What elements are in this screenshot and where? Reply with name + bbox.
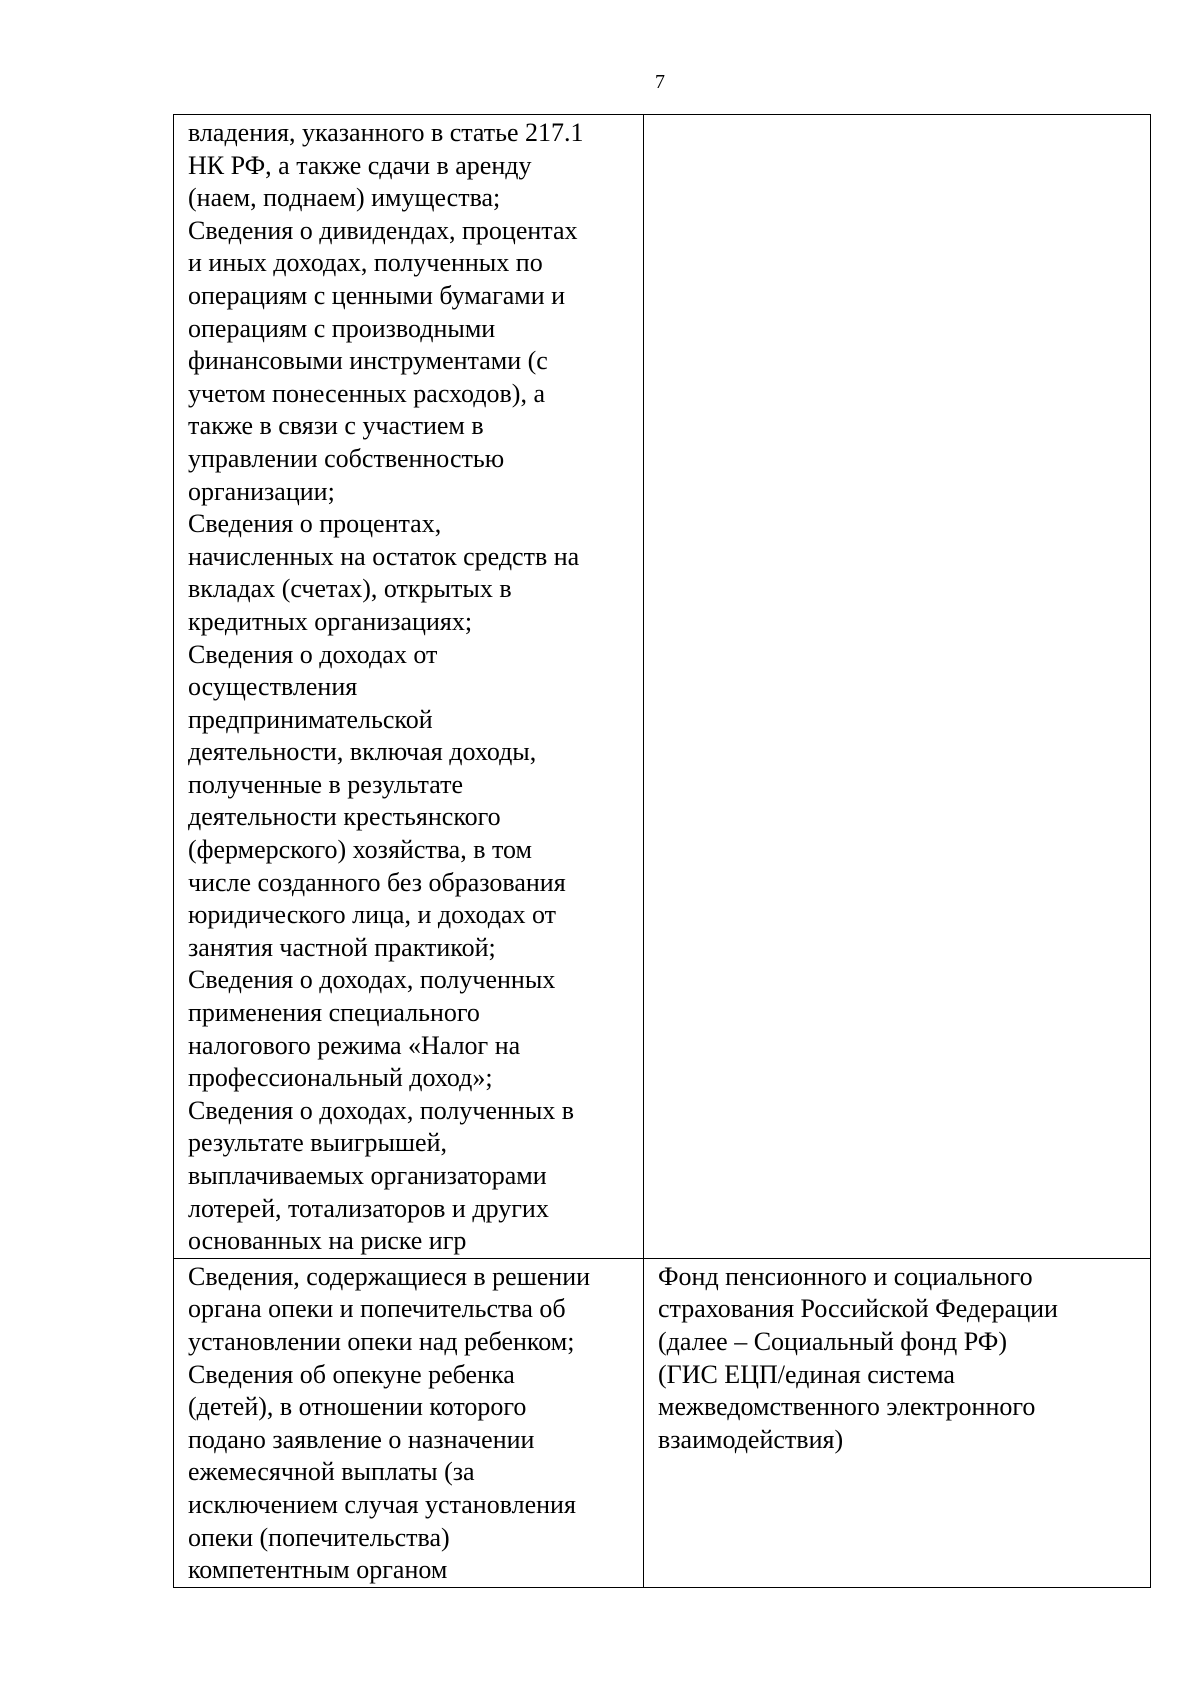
cell-text-line: деятельности, включая доходы, [188, 737, 537, 767]
cell-text-line: управлении собственностью [188, 443, 505, 473]
cell-text-line: результате выигрышей, [188, 1128, 447, 1158]
table-row [174, 115, 1151, 1259]
cell-text-line: финансовыми инструментами (с [188, 346, 548, 376]
cell-text-line: Сведения о доходах, полученных [188, 965, 556, 995]
cell-text-line: органа опеки и попечительства об [188, 1294, 566, 1324]
cell-text-line: профессиональный доход»; [188, 1063, 493, 1093]
table-cell-info [174, 115, 644, 1259]
cell-text-line: также в связи с участием в [188, 411, 484, 441]
cell-text-line: Сведения о дивидендах, процентах [188, 215, 578, 245]
table-cell-source [644, 1258, 1151, 1587]
cell-text-line: занятия частной практикой; [188, 932, 496, 962]
cell-text-line: учетом понесенных расходов), а [188, 378, 546, 408]
cell-text-line: межведомственного электронного [658, 1392, 1036, 1422]
cell-text-line: взаимодействия) [658, 1424, 844, 1454]
cell-text-line: числе созданного без образования [188, 867, 566, 897]
page-number: 7 [655, 71, 665, 93]
cell-text-line: опеки (попечительства) [188, 1522, 450, 1552]
cell-text-line: (далее – Социальный фонд РФ) [658, 1326, 1007, 1356]
table-cell-info [174, 1258, 644, 1587]
cell-text-line: осуществления [188, 672, 358, 702]
cell-text-line: вкладах (счетах), открытых в [188, 574, 512, 604]
table-row [174, 1258, 1151, 1587]
cell-text-line: Сведения о доходах, полученных в [188, 1095, 575, 1125]
cell-text-line: юридического лица, и доходах от [188, 900, 556, 930]
cell-text-line: лотерей, тотализаторов и других [188, 1193, 549, 1223]
cell-text-line: (наем, поднаем) имущества; [188, 183, 501, 213]
cell-text-line: Сведения о процентах, [188, 509, 442, 539]
cell-text-line: ежемесячной выплаты (за [188, 1457, 475, 1487]
cell-text-line: страхования Российской Федерации [658, 1294, 1058, 1324]
cell-text-line: исключением случая установления [188, 1489, 576, 1519]
cell-text-line: операциям с ценными бумагами и [188, 280, 566, 310]
cell-text-line: установлении опеки над ребенком; [188, 1326, 575, 1356]
cell-text-line: НК РФ, а также сдачи в аренду [188, 150, 532, 180]
cell-text-line: (ГИС ЕЦП/единая система [658, 1359, 955, 1389]
cell-text-line: начисленных на остаток средств на [188, 541, 580, 571]
cell-text-line: организации; [188, 476, 335, 506]
table-cell-source [644, 115, 1151, 1259]
cell-text-line: применения специального [188, 998, 480, 1028]
cell-text-line: компетентным органом [188, 1555, 448, 1585]
cell-text-line: Фонд пенсионного и социального [658, 1261, 1033, 1291]
cell-text-line: Сведения о доходах от [188, 639, 438, 669]
cell-text-line: предпринимательской [188, 704, 433, 734]
cell-text-line: Сведения, содержащиеся в решении [188, 1261, 591, 1291]
cell-text-line: кредитных организациях; [188, 606, 473, 636]
cell-text-line: операциям с производными [188, 313, 496, 343]
cell-text-line: полученные в результате [188, 769, 464, 799]
document-table [173, 114, 1151, 1588]
cell-text-line: основанных на риске игр [188, 1226, 467, 1256]
cell-text-line: (детей), в отношении которого [188, 1392, 527, 1422]
cell-text-line: Сведения об опекуне ребенка [188, 1359, 515, 1389]
cell-text-line: деятельности крестьянского [188, 802, 501, 832]
cell-text-line: владения, указанного в статье 217.1 [188, 118, 584, 147]
cell-text-line: и иных доходах, полученных по [188, 248, 543, 278]
cell-text-line: выплачиваемых организаторами [188, 1161, 547, 1190]
cell-text-line: подано заявление о назначении [188, 1424, 535, 1454]
cell-text-line: налогового режима «Налог на [188, 1030, 521, 1060]
cell-text-line: (фермерского) хозяйства, в том [188, 835, 532, 865]
table-body [174, 115, 1151, 1588]
